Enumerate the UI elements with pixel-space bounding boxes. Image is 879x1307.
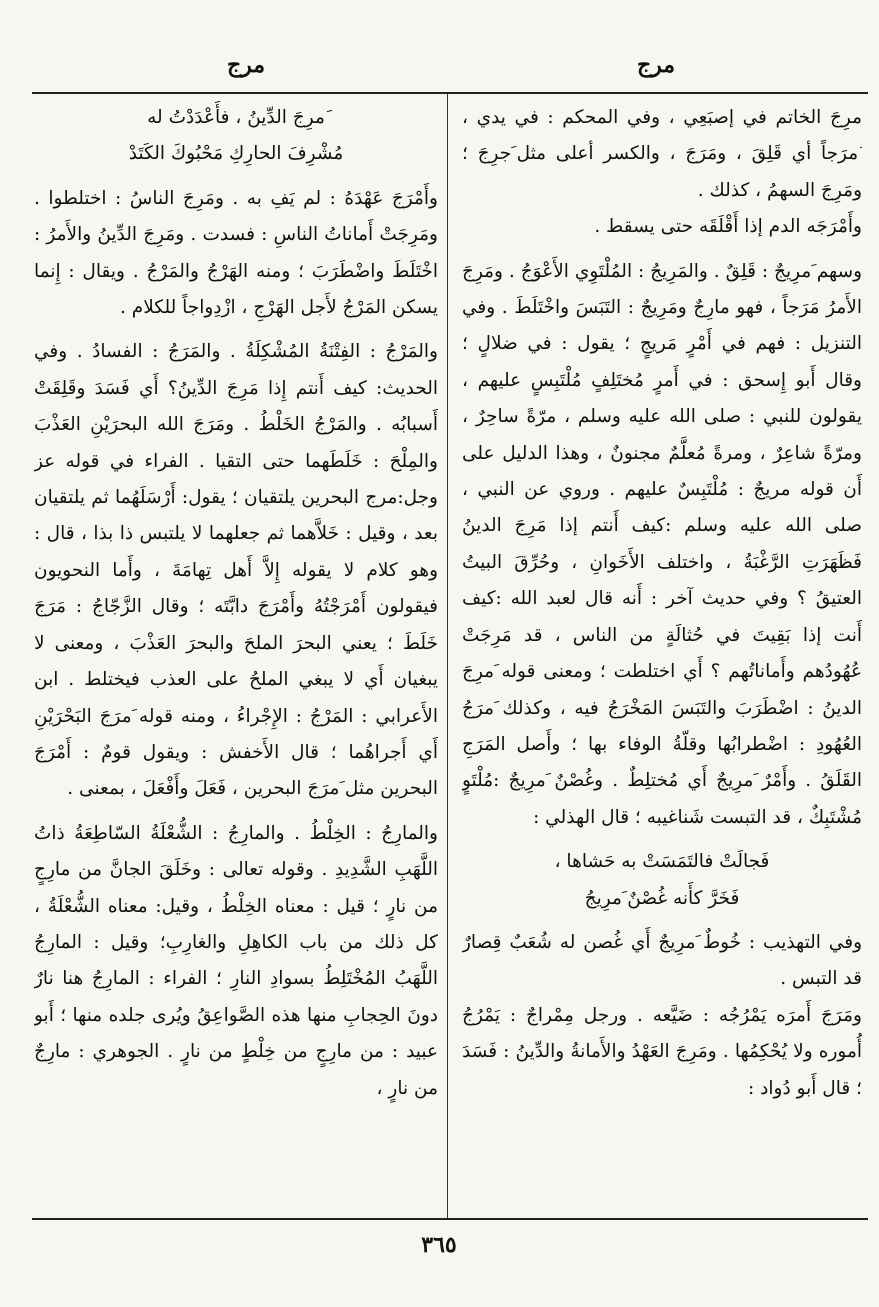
left-column	[34, 100, 438, 1212]
verse-line: فَجالَتْ فالتَمَسَتْ به حَشاها ،	[554, 851, 770, 873]
verse-line: مُشْرِفَ الحارِكِ مَحْبُوكَ الكَتَدْ	[128, 143, 344, 165]
paragraph: والمارِجُ : الخِلْطُ . والمارِجُ : الشُّعْلَةُ السّاطِعَةُ ذاتُ اللَّهَبِ الشَّدِيدِ . وقوله تعالى : وخَلَقَ الجانَّ من مارِجٍ من نارٍ ؛ قيل : معناه الخِلْطُ ، وقيل: معناه الشُّعْلَةُ ، كل ذلك من باب الكاهِلِ والغارِبِ؛ وقيل : المارِجُ اللَّهَبُ المُخْتَلِطُ بسوادِ النارِ ؛ الفراء : المارِجُ هنا نارٌ دونَ الحِجابِ منها هذه الصَّواعِقُ ويُرى جلده منها ؛ أَبو عبيد : من مارِجٍ من خِلْطٍ من نارٍ . الجوهري : مارِجٌ من نارٍ ،	[34, 822, 438, 1099]
header-word-left: مرج	[226, 52, 266, 78]
page-number: ٣٦٥	[421, 1232, 457, 1258]
paragraph: وأَمْرَجَه الدم إذا أَقْلَقَه حتى يسقط .	[594, 216, 862, 238]
header-word-right: مرج	[636, 52, 676, 78]
paragraph: َمرِجَ الخاتم في إصبَعِي ، وفي المحكم : في يدي ، َمرَجاً أي قَلِقَ ، ومَرَجَ ، والكسر أعلى مثل َجرِجَ ؛ ومَرِجَ السهمُ ، كذلك .	[462, 107, 862, 201]
paragraph: وفي التهذيب : خُوطٌ َمرِيجٌ أَي غُصن له شُعَبٌ قِصارٌ قد التبس .	[462, 931, 862, 990]
right-column	[462, 100, 862, 1212]
paragraph: وسهم َمرِيجٌ : قَلِقٌ . والمَرِيجُ : المُلْتَوِي الأَعْوَجُ . ومَرِجَ الأَمرُ مَرَجاً ، فهو مارِجٌ ومَرِيجٌ : التَبَسَ واخْتَلَطَ . وفي التنزيل : فهم في أَمْرٍ مَريجٍ ؛ يقول : في ضلالٍ ؛ وقال أَبو إِسحق : في أَمرٍ مُختَلِفٍ مُلْتَبِسٍ عليهم ، يقولون للنبي : صلى الله عليه وسلم ، مرّةً ساحِرٌ ، ومرّةً شاعِرٌ ، ومرةً مُعلَّمٌ مجنونٌ ، وهذا الدليل على أَن قوله مريجٌ : مُلْتَبِسٌ عليهم . وروي عن النبي ، صلى الله عليه وسلم :كيف أَنتم إذا مَرِجَ الدينُ فَظَهَرَتِ الرَّغْبَةُ ، واختلف الأَخَوانِ ، وحُرِّقَ البيتُ العتيقُ ؟ وفي حديث آخر : أَنه قال لعبد الله :كيف أَنت إذا بَقِيتَ في حُثالَةٍ من الناس ، قد مَرِجَتْ عُهُودُهم وأَماناتُهم ؟ أَي اختلطت ؛ ومعنى قوله َمرِجَ الدينُ : اضْطَرَبَ والتَبَسَ المَخْرَجُ فيه ، وكذلك َمرَجُ العُهُودِ : اضْطرابُها وقلّةُ الوفاء بها ؛ وأَصل المَرَجِ القَلَقُ . وأَمْرٌ َمرِيجٌ أَي مُختلِطٌ . وغُصْنٌ َمرِيجٌ :مُلْتَوٍ مُشْتَبِكٌ ، قد التبست شَناغيبه ؛ قال الهذلي :	[462, 260, 862, 828]
top-rule	[32, 92, 868, 94]
verse-line: َمرِجَ الدِّينُ ، فأَعْدَدْتُ له	[147, 107, 325, 128]
paragraph: وأَمْرَجَ عَهْدَهُ : لم يَفِ به . ومَرِجَ الناسُ : اختلطوا . ومَرِجَتْ أَماناتُ الناسِ : فسدت . ومَرِجَ الدِّينُ والأَمرُ : اخْتَلَطَ واضْطَرَبَ ؛ ومنه الهَرْجُ والمَرْجُ . ويقال : إِنما يسكن المَرْجُ لأَجل الهَرْجِ ، ازْدِواجاً للكلام .	[34, 187, 438, 319]
column-divider	[447, 94, 448, 1218]
bottom-rule	[32, 1218, 868, 1220]
paragraph: ومَرَجَ أَمرَه يَمْرُجُه : ضَيَّعه . ورجل مِمْراجٌ : يَمْرُجُ أُموره ولا يُحْكِمُها . ومَرِجَ العَهْدُ والأَمانةُ والدِّينُ : فَسَدَ ؛ قال أَبو دُواد :	[462, 1004, 862, 1099]
paragraph: والمَرْجُ : الفِتْنَةُ المُشْكِلَةُ . والمَرَجُ : الفسادُ . وفي الحديث: كيف أَنتم إِذا مَرِجَ الدِّينُ؟ أَي فَسَدَ وقَلِقَتْ أَسبابُه . والمَرْجُ الخَلْطُ . ومَرَجَ الله البحرَيْنِ العَذْبَ والمِلْحَ : خَلَطَهما حتى التقيا . الفراء في قوله عز وجل:مرج البحرين يلتقيان ؛ يقول: أَرْسَلَهُما ثم يلتقيان بعد ، وقيل : خَلاَّهما ثم جعلهما لا يلتبس ذا بذا ، قال : وهو كلام لا يقوله إِلاَّ أَهل تِهامَةَ ، وأَما النحويون فيقولون أَمْرَجْتُهُ وأَمْرَجَ دابَّتَه ؛ وقال الزَّجّاجُ : مَرَجَ خَلَطَ ؛ يعني البحرَ الملحَ والبحرَ العَذْبَ ، ومعنى لا يبغيان أَي لا يبغي الملحُ على العذب فيختلط . ابن الأَعرابي : المَرْجُ : الإِجْراءُ ، ومنه قوله َمرَجَ البَحْرَيْنِ أَي أَجراهُما ؛ قال الأَخفش : ويقول قومٌ : أَمْرَجَ البحرين مثل َمرَجَ البحرين ، فَعَلَ وأَفْعَلَ ، بمعنى .	[34, 341, 438, 800]
verse-line: فَخَرَّ كأَنه غُصْنٌ َمرِيجُ	[584, 887, 740, 909]
